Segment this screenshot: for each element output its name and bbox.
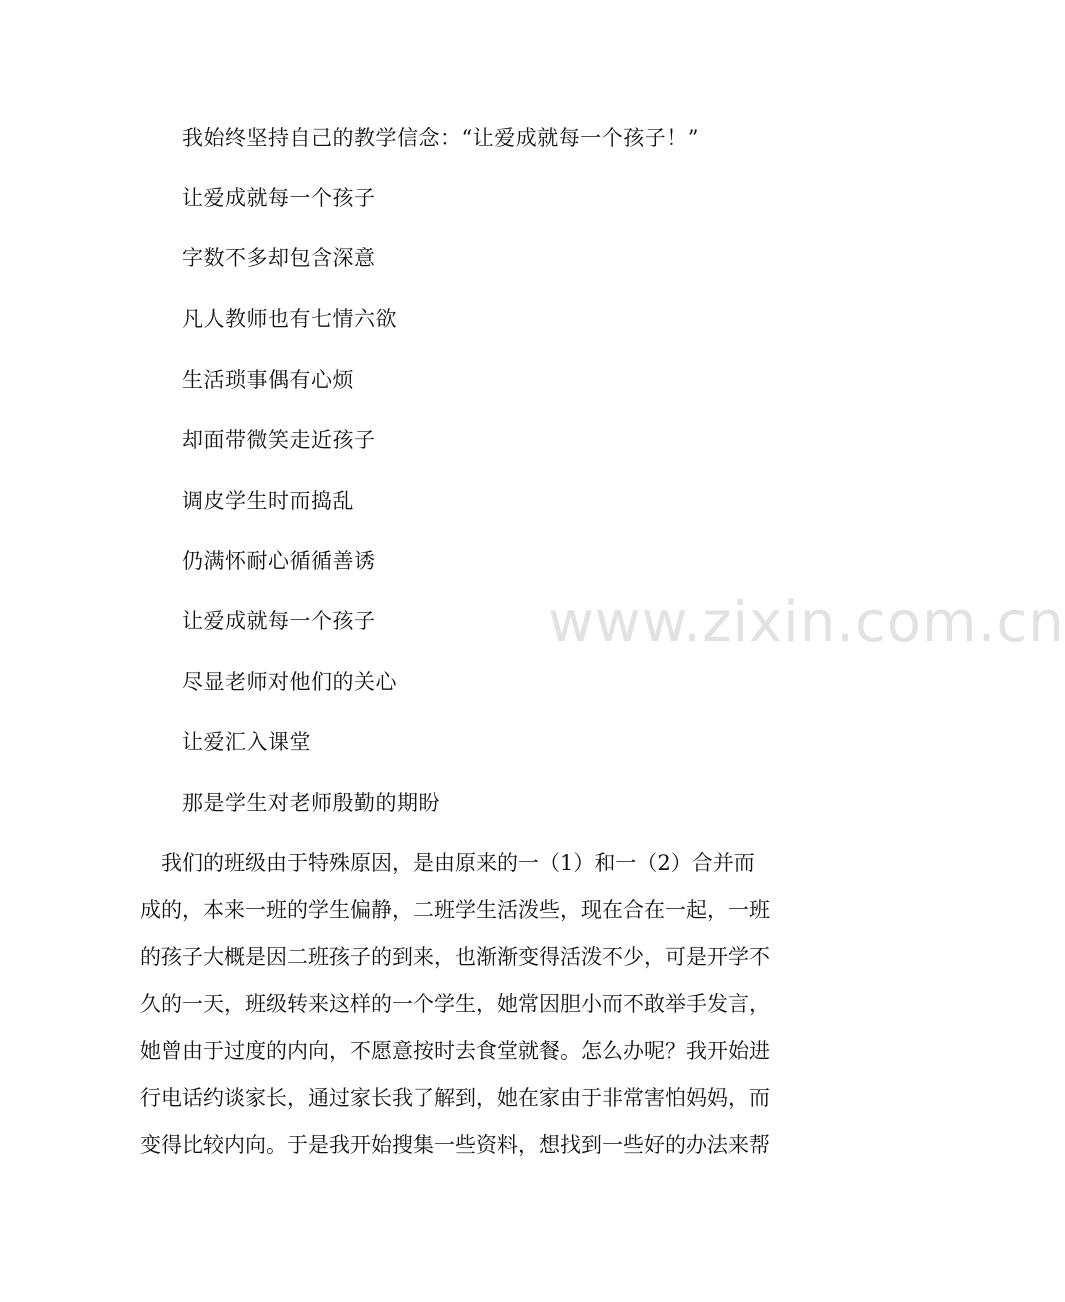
poem-line: 让爱汇入课堂 [182,730,311,754]
poem-line: 仍满怀耐心循循善诱 [182,549,376,573]
poem-line: 凡人教师也有七情六欲 [182,307,397,331]
paragraph-line: 我们的班级由于特殊原因，是由原来的一（1）和一（2）合并而 [140,851,755,875]
paragraph-line: 她曾由于过度的内向，不愿意按时去食堂就餐。怎么办呢？我开始进 [140,1039,770,1063]
poem-line: 却面带微笑走近孩子 [182,428,376,452]
paragraph-line: 久的一天，班级转来这样的一个学生，她常因胆小而不敢举手发言， [140,992,770,1016]
paragraph-line: 行电话约谈家长，通过家长我了解到，她在家由于非常害怕妈妈，而 [140,1086,770,1110]
poem-line: 尽显老师对他们的关心 [182,670,397,694]
poem-line: 生活琐事偶有心烦 [182,368,354,392]
poem-line: 让爱成就每一个孩子 [182,609,376,633]
paragraph-line: 的孩子大概是因二班孩子的到来，也渐渐变得活泼不少，可是开学不 [140,945,770,969]
poem-line: 我始终坚持自己的教学信念：“让爱成就每一个孩子！” [182,126,699,150]
paragraph-line: 变得比较内向。于是我开始搜集一些资料，想找到一些好的办法来帮 [140,1133,770,1157]
poem-line: 让爱成就每一个孩子 [182,186,376,210]
watermark: www.zixin.com.cn [548,590,1065,655]
poem-line: 那是学生对老师殷勤的期盼 [182,791,440,815]
poem-line: 调皮学生时而捣乱 [182,489,354,513]
poem-line: 字数不多却包含深意 [182,246,376,270]
paragraph-line: 成的，本来一班的学生偏静，二班学生活泼些，现在合在一起，一班 [140,898,770,922]
